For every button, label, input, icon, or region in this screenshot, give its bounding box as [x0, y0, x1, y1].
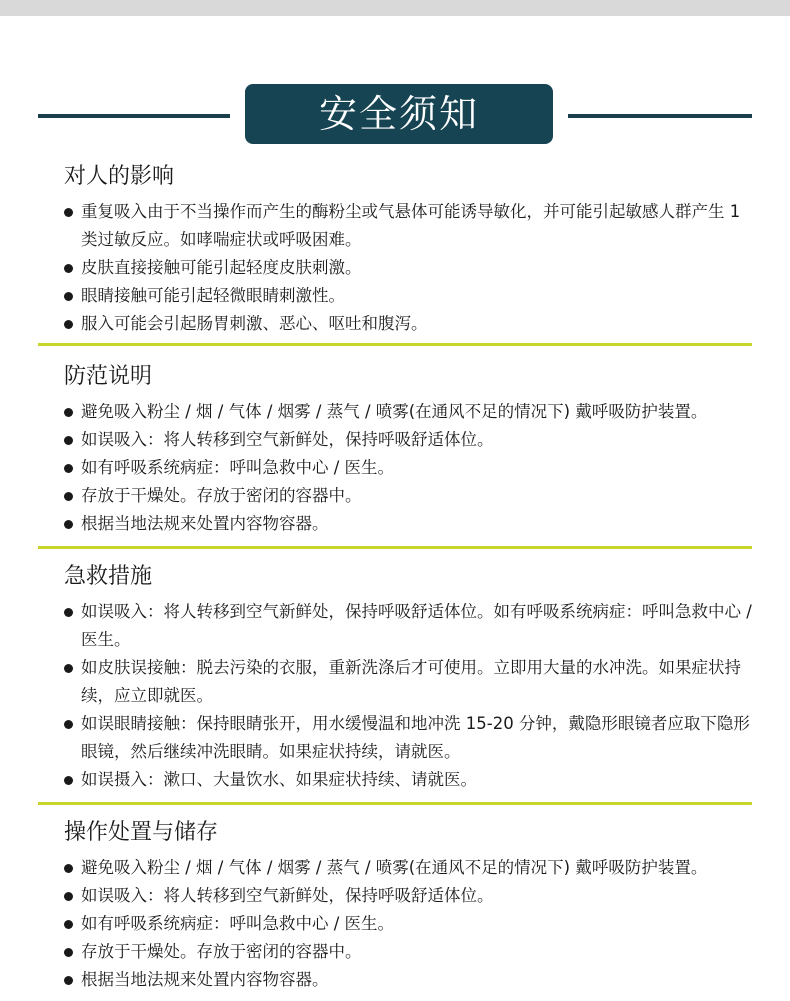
bullet-icon: [64, 720, 73, 729]
bullet-icon: [64, 920, 73, 929]
list-item: 根据当地法规来处置内容物容器。: [64, 966, 754, 994]
bullet-icon: [64, 520, 73, 529]
section-heading: 操作处置与储存: [64, 820, 219, 845]
list-item: 如误摄入：漱口、大量饮水、如果症状持续、请就医。: [64, 766, 754, 794]
bullet-icon: [64, 408, 73, 417]
bullet-list: [64, 398, 754, 538]
bullet-icon: [64, 776, 73, 785]
bullet-icon: [64, 976, 73, 985]
list-item: 存放于干燥处。存放于密闭的容器中。: [64, 938, 754, 966]
list-item: 皮肤直接接触可能引起轻度皮肤刺激。: [64, 254, 754, 282]
list-item: 服入可能会引起肠胃刺激、恶心、呕吐和腹泻。: [64, 310, 754, 338]
section-heading: 对人的影响: [64, 164, 175, 189]
bullet-icon: [64, 208, 73, 217]
title-line-right: [568, 114, 752, 118]
list-item: 如皮肤误接触：脱去污染的衣服，重新洗涤后才可使用。立即用大量的水冲洗。如果症状持续，应立即就医。: [64, 654, 754, 710]
bullet-icon: [64, 948, 73, 957]
list-item: 存放于干燥处。存放于密闭的容器中。: [64, 482, 754, 510]
section-heading: 急救措施: [64, 564, 153, 589]
section-divider: [38, 546, 752, 549]
top-band: [0, 0, 790, 16]
list-item: 眼睛接触可能引起轻微眼睛刺激性。: [64, 282, 754, 310]
list-item: 根据当地法规来处置内容物容器。: [64, 510, 754, 538]
bullet-icon: [64, 492, 73, 501]
list-item: 如误吸入：将人转移到空气新鲜处，保持呼吸舒适体位。: [64, 426, 754, 454]
bullet-list: [64, 854, 754, 994]
section-divider: [38, 343, 752, 346]
bullet-icon: [64, 264, 73, 273]
bullet-icon: [64, 608, 73, 617]
bullet-icon: [64, 464, 73, 473]
list-item: 如误吸入：将人转移到空气新鲜处，保持呼吸舒适体位。: [64, 882, 754, 910]
bullet-icon: [64, 436, 73, 445]
page-title: 安全须知: [245, 84, 553, 144]
title-line-left: [38, 114, 230, 118]
list-item: 避免吸入粉尘 / 烟 / 气体 / 烟雾 / 蒸气 / 喷雾(在通风不足的情况下) 戴呼吸防护装置。: [64, 398, 754, 426]
bullet-icon: [64, 892, 73, 901]
bullet-icon: [64, 320, 73, 329]
bullet-icon: [64, 292, 73, 301]
list-item: 重复吸入由于不当操作而产生的酶粉尘或气悬体可能诱导敏化，并可能引起敏感人群产生 1 类过敏反应。如哮喘症状或呼吸困难。: [64, 198, 754, 254]
section-heading: 防范说明: [64, 364, 153, 389]
bullet-list: [64, 198, 754, 338]
list-item: 避免吸入粉尘 / 烟 / 气体 / 烟雾 / 蒸气 / 喷雾(在通风不足的情况下) 戴呼吸防护装置。: [64, 854, 754, 882]
list-item: 如有呼吸系统病症：呼叫急救中心 / 医生。: [64, 454, 754, 482]
list-item: 如误眼睛接触：保持眼睛张开，用水缓慢温和地冲洗 15-20 分钟，戴隐形眼镜者应取下隐形眼镜，然后继续冲洗眼睛。如果症状持续，请就医。: [64, 710, 754, 766]
bullet-icon: [64, 864, 73, 873]
bullet-list: [64, 598, 754, 794]
bullet-icon: [64, 664, 73, 673]
list-item: 如有呼吸系统病症：呼叫急救中心 / 医生。: [64, 910, 754, 938]
list-item: 如误吸入：将人转移到空气新鲜处，保持呼吸舒适体位。如有呼吸系统病症：呼叫急救中心 / 医生。: [64, 598, 754, 654]
section-divider: [38, 802, 752, 805]
